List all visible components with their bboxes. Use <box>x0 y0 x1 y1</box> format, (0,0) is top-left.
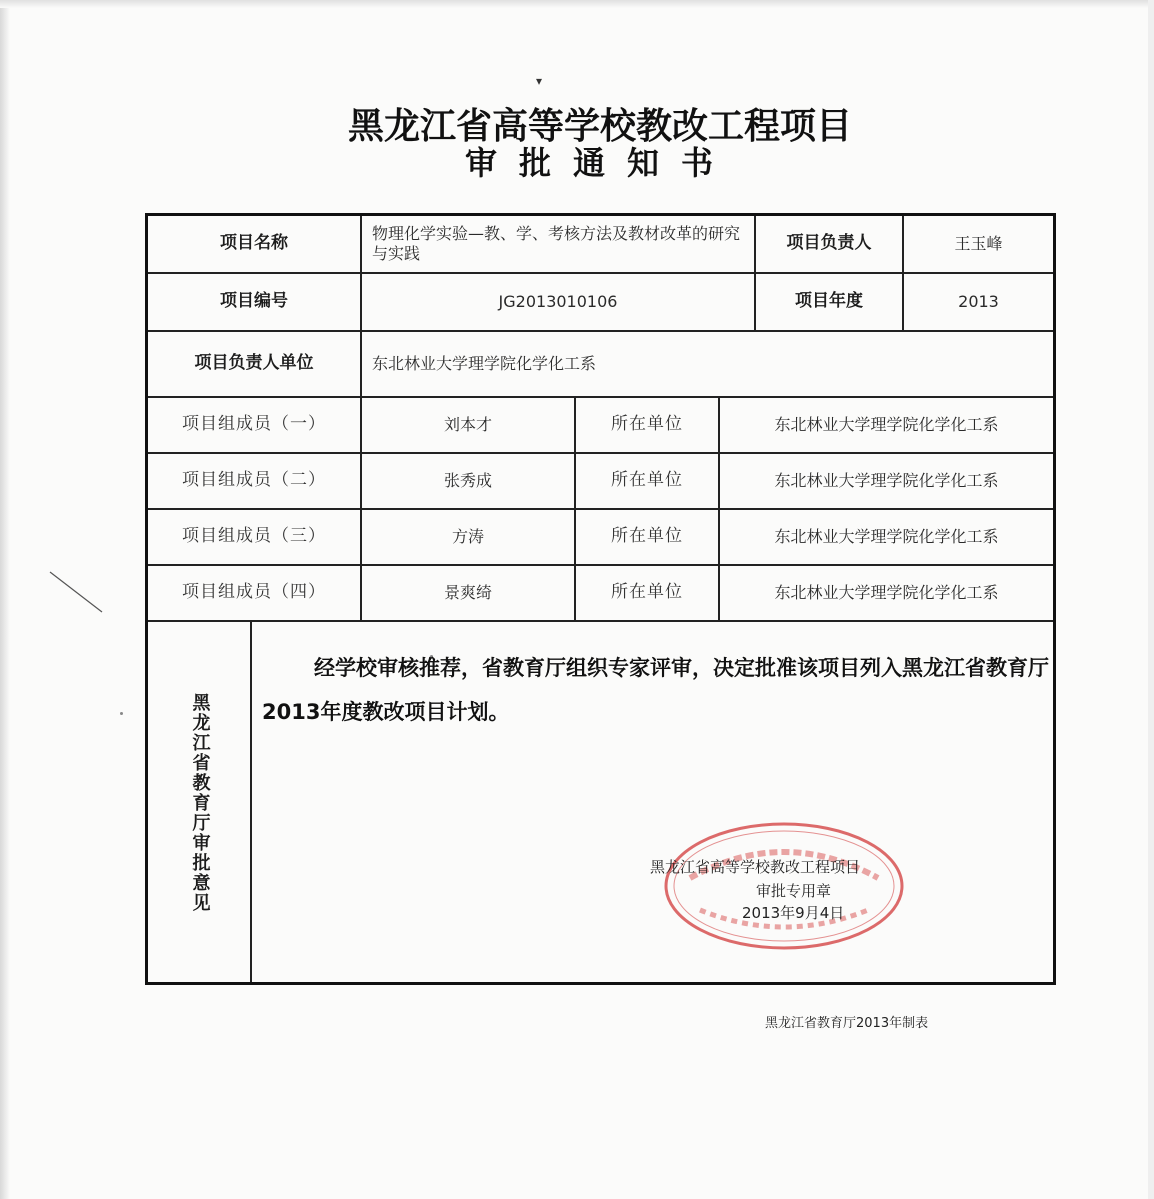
row-divider <box>148 620 1053 622</box>
label-project-number: 项目编号 <box>220 291 288 312</box>
value-member-3-unit: 东北林业大学理学院化学化工系 <box>774 527 999 546</box>
label-member-2-unit: 所在单位 <box>611 470 683 491</box>
value-project-name: 物理化学实验—教、学、考核方法及教材改革的研究与实践 <box>372 224 741 263</box>
value-member-2-unit: 东北林业大学理学院化学化工系 <box>774 471 999 490</box>
label-member-4: 项目组成员（四） <box>182 582 326 603</box>
label-project-year: 项目年度 <box>795 291 863 312</box>
footer-form-maker: 黑龙江省教育厅2013年制表 <box>765 1016 929 1031</box>
document-title: 黑龙江省高等学校教改工程项目 <box>347 106 852 147</box>
approval-opinion-text: 经学校审核推荐，省教育厅组织专家评审，决定批准该项目列入黑龙江省教育厅2013年度教改项目计划。 <box>262 656 1049 724</box>
label-approval-opinion <box>148 621 251 985</box>
value-member-4-name: 景爽绮 <box>443 583 492 602</box>
scan-edge-top <box>0 0 1154 8</box>
seal-text-purpose: 审批专用章 <box>756 882 832 900</box>
value-member-1-unit: 东北林业大学理学院化学化工系 <box>774 415 999 434</box>
value-member-2-name: 张秀成 <box>443 471 492 490</box>
official-seal-block <box>638 816 968 956</box>
label-member-1: 项目组成员（一） <box>182 414 326 435</box>
label-member-1-unit: 所在单位 <box>611 414 683 435</box>
document-subtitle: 审批通知书 <box>464 144 735 182</box>
corner-mark: ▾ <box>536 74 543 88</box>
value-project-year: 2013 <box>958 292 999 311</box>
label-project-name: 项目名称 <box>220 233 288 254</box>
seal-text-date: 2013年9月4日 <box>742 904 845 922</box>
label-member-2: 项目组成员（二） <box>182 470 326 491</box>
label-approval-opinion-text: 黑龙江省教育厅审批意见 <box>189 693 211 913</box>
label-member-3-unit: 所在单位 <box>611 526 683 547</box>
label-member-3: 项目组成员（三） <box>182 526 326 547</box>
value-project-number: JG2013010106 <box>498 292 618 311</box>
value-member-3-name: 方涛 <box>451 527 484 546</box>
scan-speck <box>120 712 123 715</box>
value-member-1-name: 刘本才 <box>443 415 492 434</box>
value-leader-unit: 东北林业大学理学院化学化工系 <box>372 354 597 373</box>
value-project-leader: 王玉峰 <box>954 234 1003 253</box>
seal-text-issuer: 黑龙江省高等学校教改工程项目 <box>650 858 861 876</box>
label-project-leader: 项目负责人 <box>786 233 872 254</box>
scan-scratch-mark <box>48 568 104 616</box>
label-member-4-unit: 所在单位 <box>611 582 683 603</box>
value-member-4-unit: 东北林业大学理学院化学化工系 <box>774 583 999 602</box>
approval-form-table <box>145 213 1056 985</box>
label-leader-unit: 项目负责人单位 <box>194 353 314 374</box>
